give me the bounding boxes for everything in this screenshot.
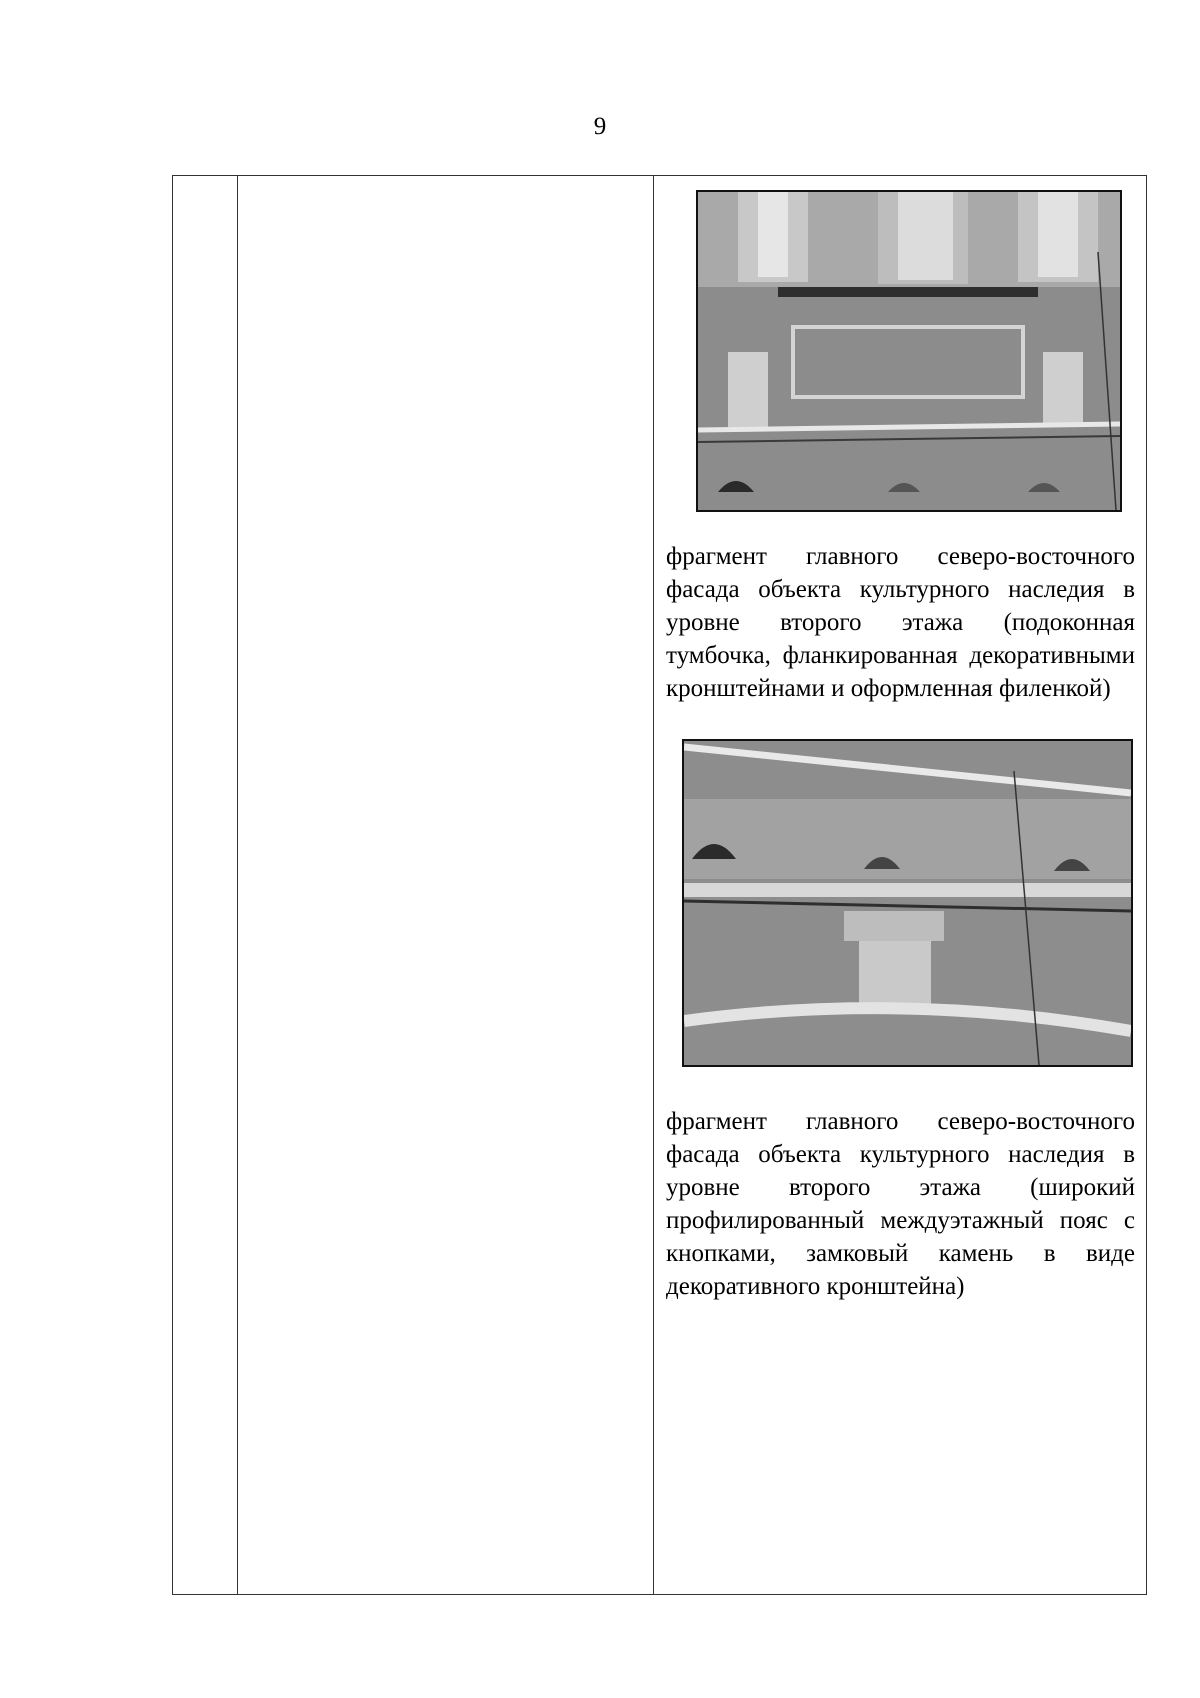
facade-photo-belt-course <box>682 739 1133 1067</box>
number-cell <box>173 176 238 1595</box>
facade-photo-window-sill <box>696 190 1122 512</box>
document-table <box>172 175 1147 1595</box>
description-cell <box>238 176 654 1595</box>
photo-cell <box>654 176 1147 1595</box>
photo-caption-2: фрагмент главного северо-восточного фасада объекта культурного наследия в уровне второго этажа (широкий профилированный междуэтажный пояс с кнопками, замковый камень в виде декоративного кронштейна) <box>666 1108 1135 1300</box>
photo-caption-1: фрагмент главного северо-восточного фасада объекта культурного наследия в уровне второго этажа (подоконная тумбочка, фланкированная декоративными кронштейнами и оформленная филенкой) <box>666 543 1135 702</box>
table-row <box>173 176 1147 1595</box>
page-number: 9 <box>593 113 607 140</box>
